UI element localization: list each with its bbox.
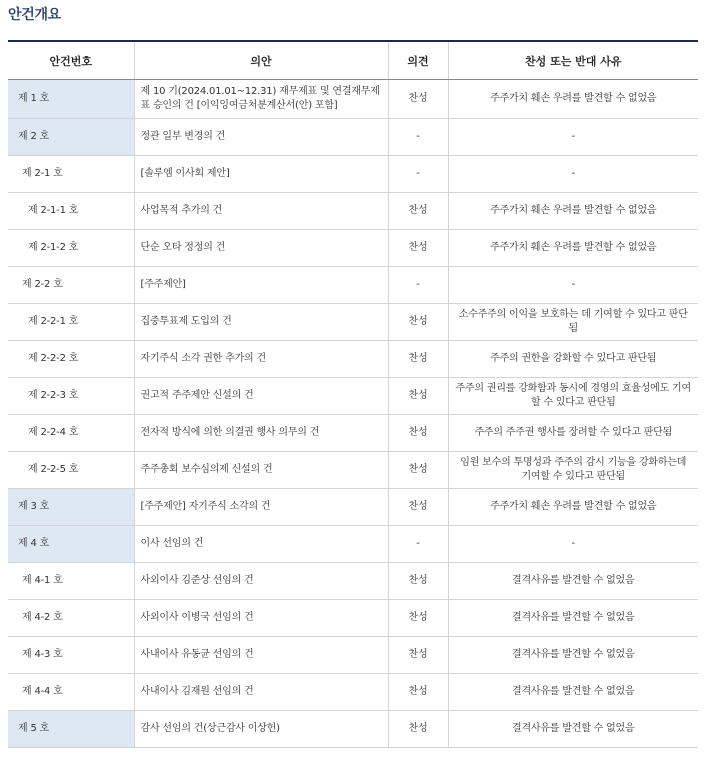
header-reason: 찬성 또는 반대 사유	[448, 41, 698, 80]
reason-cell: 주주의 권리를 강화함과 동시에 경영의 효율성에도 기여할 수 있다고 판단됨	[448, 378, 698, 415]
agenda-title-cell: [솔루엠 이사회 제안]	[134, 156, 388, 193]
table-row	[8, 193, 698, 230]
reason-cell: 주주가치 훼손 우려를 발견할 수 없었음	[448, 80, 698, 119]
opinion-cell: 찬성	[388, 378, 448, 415]
table-row	[8, 489, 698, 526]
agenda-title-cell: 집중투표제 도입의 건	[134, 304, 388, 341]
agenda-title-cell: 권고적 주주제안 신설의 건	[134, 378, 388, 415]
agenda-number-cell: 제 1 호	[8, 80, 134, 119]
agenda-title-cell: 단순 오타 정정의 건	[134, 230, 388, 267]
opinion-cell: 찬성	[388, 674, 448, 711]
agenda-title-cell: 사외이사 이병국 선임의 건	[134, 600, 388, 637]
reason-cell: 주주가치 훼손 우려를 발견할 수 없었음	[448, 489, 698, 526]
table-row	[8, 80, 698, 119]
reason-cell: -	[448, 156, 698, 193]
table-row	[8, 304, 698, 341]
agenda-table-body	[8, 80, 698, 748]
agenda-number-cell: 제 2-1-2 호	[8, 230, 134, 267]
agenda-title-cell: 정관 일부 변경의 건	[134, 119, 388, 156]
agenda-title-cell: 전자적 방식에 의한 의결권 행사 의무의 건	[134, 415, 388, 452]
header-agenda-title: 의안	[134, 41, 388, 80]
agenda-number-cell: 제 2-1-1 호	[8, 193, 134, 230]
opinion-cell: 찬성	[388, 80, 448, 119]
opinion-cell: 찬성	[388, 563, 448, 600]
reason-cell: 주주가치 훼손 우려를 발견할 수 없었음	[448, 193, 698, 230]
table-row	[8, 341, 698, 378]
table-row	[8, 637, 698, 674]
table-header-row	[8, 41, 698, 80]
agenda-number-cell: 제 2 호	[8, 119, 134, 156]
agenda-number-cell: 제 2-2-4 호	[8, 415, 134, 452]
agenda-title-cell: [주주제안]	[134, 267, 388, 304]
table-row	[8, 711, 698, 748]
table-row	[8, 452, 698, 489]
page-title: 안건개요	[8, 7, 61, 23]
header-agenda-number: 안건번호	[8, 41, 134, 80]
reason-cell: 소수주주의 이익을 보호하는 데 기여할 수 있다고 판단됨	[448, 304, 698, 341]
agenda-title-cell: 이사 선임의 건	[134, 526, 388, 563]
opinion-cell: 찬성	[388, 304, 448, 341]
opinion-cell: -	[388, 119, 448, 156]
agenda-title-cell: 사내이사 유동균 선임의 건	[134, 637, 388, 674]
agenda-number-cell: 제 2-2-2 호	[8, 341, 134, 378]
opinion-cell: 찬성	[388, 341, 448, 378]
agenda-number-cell: 제 5 호	[8, 711, 134, 748]
opinion-cell: 찬성	[388, 230, 448, 267]
agenda-number-cell: 제 2-2-1 호	[8, 304, 134, 341]
agenda-number-cell: 제 4-4 호	[8, 674, 134, 711]
agenda-number-cell: 제 3 호	[8, 489, 134, 526]
reason-cell: -	[448, 119, 698, 156]
table-row	[8, 600, 698, 637]
opinion-cell: -	[388, 526, 448, 563]
reason-cell: -	[448, 526, 698, 563]
table-row	[8, 267, 698, 304]
agenda-title-cell: 자기주식 소각 권한 추가의 건	[134, 341, 388, 378]
agenda-number-cell: 제 4-2 호	[8, 600, 134, 637]
header-opinion: 의견	[388, 41, 448, 80]
agenda-title-cell: 제 10 기(2024.01.01~12.31) 재무제표 및 연결재무제표 승인의 건 [이익잉여금처분계산서(안) 포함]	[134, 80, 388, 119]
table-row	[8, 563, 698, 600]
table-row	[8, 378, 698, 415]
agenda-number-cell: 제 2-2-3 호	[8, 378, 134, 415]
agenda-number-cell: 제 4 호	[8, 526, 134, 563]
agenda-title-cell: 사외이사 김준상 선임의 건	[134, 563, 388, 600]
opinion-cell: 찬성	[388, 489, 448, 526]
opinion-cell: 찬성	[388, 193, 448, 230]
agenda-number-cell: 제 4-1 호	[8, 563, 134, 600]
reason-cell: 주주의 권한을 강화할 수 있다고 판단됨	[448, 341, 698, 378]
opinion-cell: 찬성	[388, 600, 448, 637]
agenda-title-cell: 사내이사 김재원 선임의 건	[134, 674, 388, 711]
agenda-title-cell: 주주총회 보수심의제 신설의 건	[134, 452, 388, 489]
table-row	[8, 230, 698, 267]
opinion-cell: 찬성	[388, 711, 448, 748]
agenda-title-cell: 감사 선임의 건(상근감사 이상헌)	[134, 711, 388, 748]
table-row	[8, 156, 698, 193]
reason-cell: 결격사유를 발견할 수 없었음	[448, 600, 698, 637]
table-row	[8, 119, 698, 156]
reason-cell: 결격사유를 발견할 수 없었음	[448, 711, 698, 748]
reason-cell: -	[448, 267, 698, 304]
agenda-table	[8, 40, 698, 748]
opinion-cell: -	[388, 267, 448, 304]
table-row	[8, 674, 698, 711]
opinion-cell: 찬성	[388, 415, 448, 452]
table-row	[8, 415, 698, 452]
agenda-title-cell: 사업목적 추가의 건	[134, 193, 388, 230]
opinion-cell: 찬성	[388, 452, 448, 489]
reason-cell: 주주가치 훼손 우려를 발견할 수 없었음	[448, 230, 698, 267]
reason-cell: 주주의 주주권 행사를 장려할 수 있다고 판단됨	[448, 415, 698, 452]
agenda-number-cell: 제 2-2-5 호	[8, 452, 134, 489]
reason-cell: 임원 보수의 투명성과 주주의 감시 기능을 강화하는데 기여할 수 있다고 판단됨	[448, 452, 698, 489]
reason-cell: 결격사유를 발견할 수 없었음	[448, 637, 698, 674]
table-row	[8, 526, 698, 563]
reason-cell: 결격사유를 발견할 수 없었음	[448, 674, 698, 711]
agenda-number-cell: 제 2-1 호	[8, 156, 134, 193]
agenda-title-cell: [주주제안] 자기주식 소각의 건	[134, 489, 388, 526]
agenda-number-cell: 제 2-2 호	[8, 267, 134, 304]
opinion-cell: 찬성	[388, 637, 448, 674]
opinion-cell: -	[388, 156, 448, 193]
reason-cell: 결격사유를 발견할 수 없었음	[448, 563, 698, 600]
agenda-number-cell: 제 4-3 호	[8, 637, 134, 674]
